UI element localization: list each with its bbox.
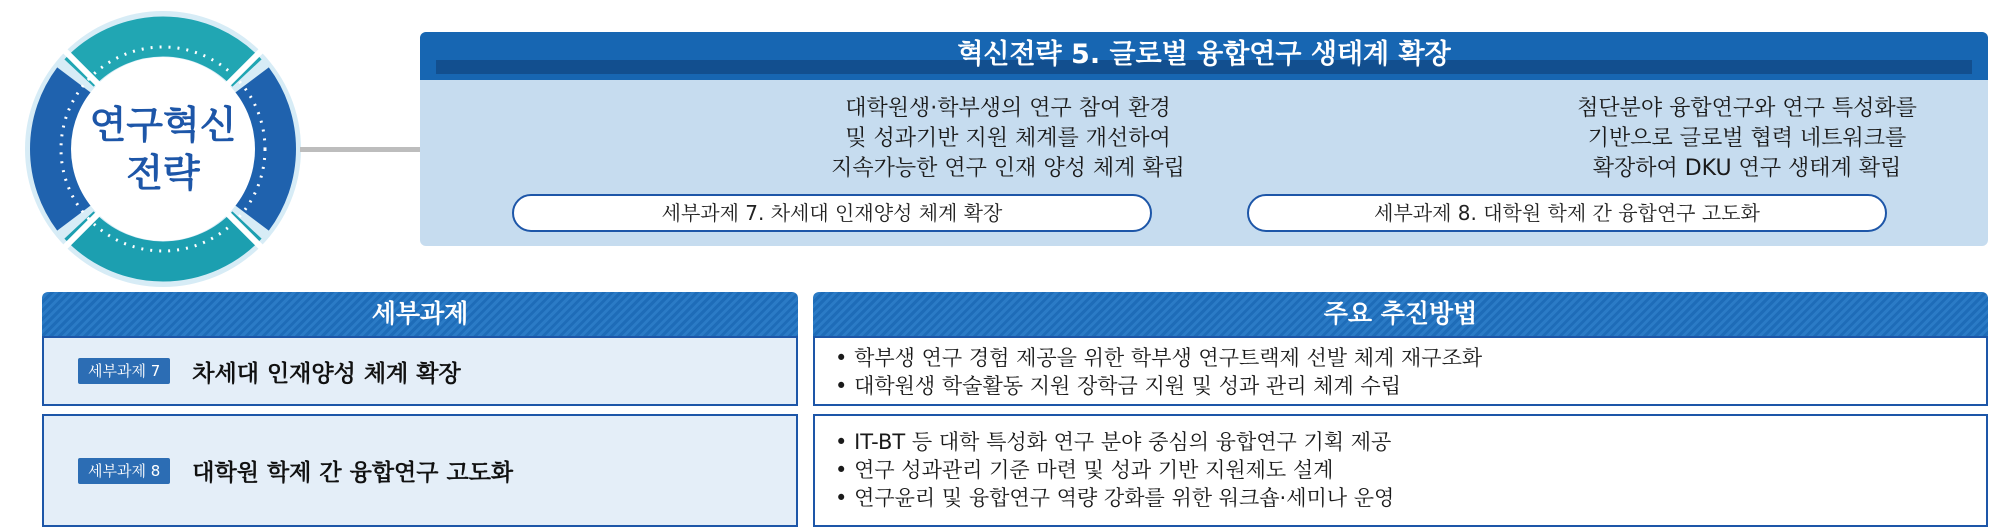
- task-pill-7: 세부과제 7. 차세대 인재양성 체계 확장: [512, 194, 1152, 232]
- goal-right-line-2: 기반으로 글로벌 협력 네트워크를: [1587, 126, 1907, 151]
- task-name: 대학원 학제 간 융합연구 고도화: [192, 460, 514, 486]
- method-item: • 학부생 연구 경험 제공을 위한 학부생 연구트랙제 선발 체계 재구조화: [835, 344, 1986, 372]
- emblem-label: [22, 8, 304, 290]
- method-item: • 연구 성과관리 기준 마련 및 성과 기반 지원제도 설계: [835, 456, 1986, 484]
- connector-line: [300, 147, 422, 152]
- task-name: 차세대 인재양성 체계 확장: [192, 360, 461, 387]
- strategy-title: 혁신전략 5. 글로벌 융합연구 생태계 확장: [957, 39, 1451, 70]
- task-pill-8: 세부과제 8. 대학원 학제 간 융합연구 고도화: [1247, 194, 1887, 232]
- emblem-line-1: 연구혁신: [89, 103, 237, 147]
- goal-text-right: [1397, 94, 2008, 184]
- header-tasks: 세부과제: [42, 292, 798, 336]
- goal-left-line-2: 및 성과기반 지원 체계를 개선하여: [845, 126, 1171, 151]
- task-badge: 세부과제 7: [78, 358, 170, 384]
- header-methods: 주요 추진방법: [813, 292, 1988, 336]
- goal-text-left: [658, 94, 1358, 184]
- goal-right-line-3: 확장하여 DKU 연구 생태계 확립: [1592, 156, 1902, 181]
- goal-right-line-1: 첨단분야 융합연구와 연구 특성화를: [1577, 96, 1917, 121]
- table-row-task-8: [42, 414, 798, 527]
- method-item: • IT-BT 등 대학 특성화 연구 분야 중심의 융합연구 기획 제공: [835, 428, 1986, 456]
- table-row-methods-8: [813, 414, 1988, 527]
- method-item: • 대학원생 학술활동 지원 장학금 지원 및 성과 관리 체계 수립: [835, 372, 1986, 400]
- task-badge: 세부과제 8: [78, 458, 170, 484]
- goal-left-line-1: 대학원생·학부생의 연구 참여 환경: [845, 96, 1171, 121]
- table-row-task-7: [42, 336, 798, 406]
- emblem-line-2: 전략: [126, 151, 200, 195]
- table-row-methods-7: [813, 336, 1988, 406]
- method-item: • 연구윤리 및 융합연구 역량 강화를 위한 워크숍·세미나 운영: [835, 484, 1986, 512]
- goal-left-line-3: 지속가능한 연구 인재 양성 체계 확립: [831, 156, 1185, 181]
